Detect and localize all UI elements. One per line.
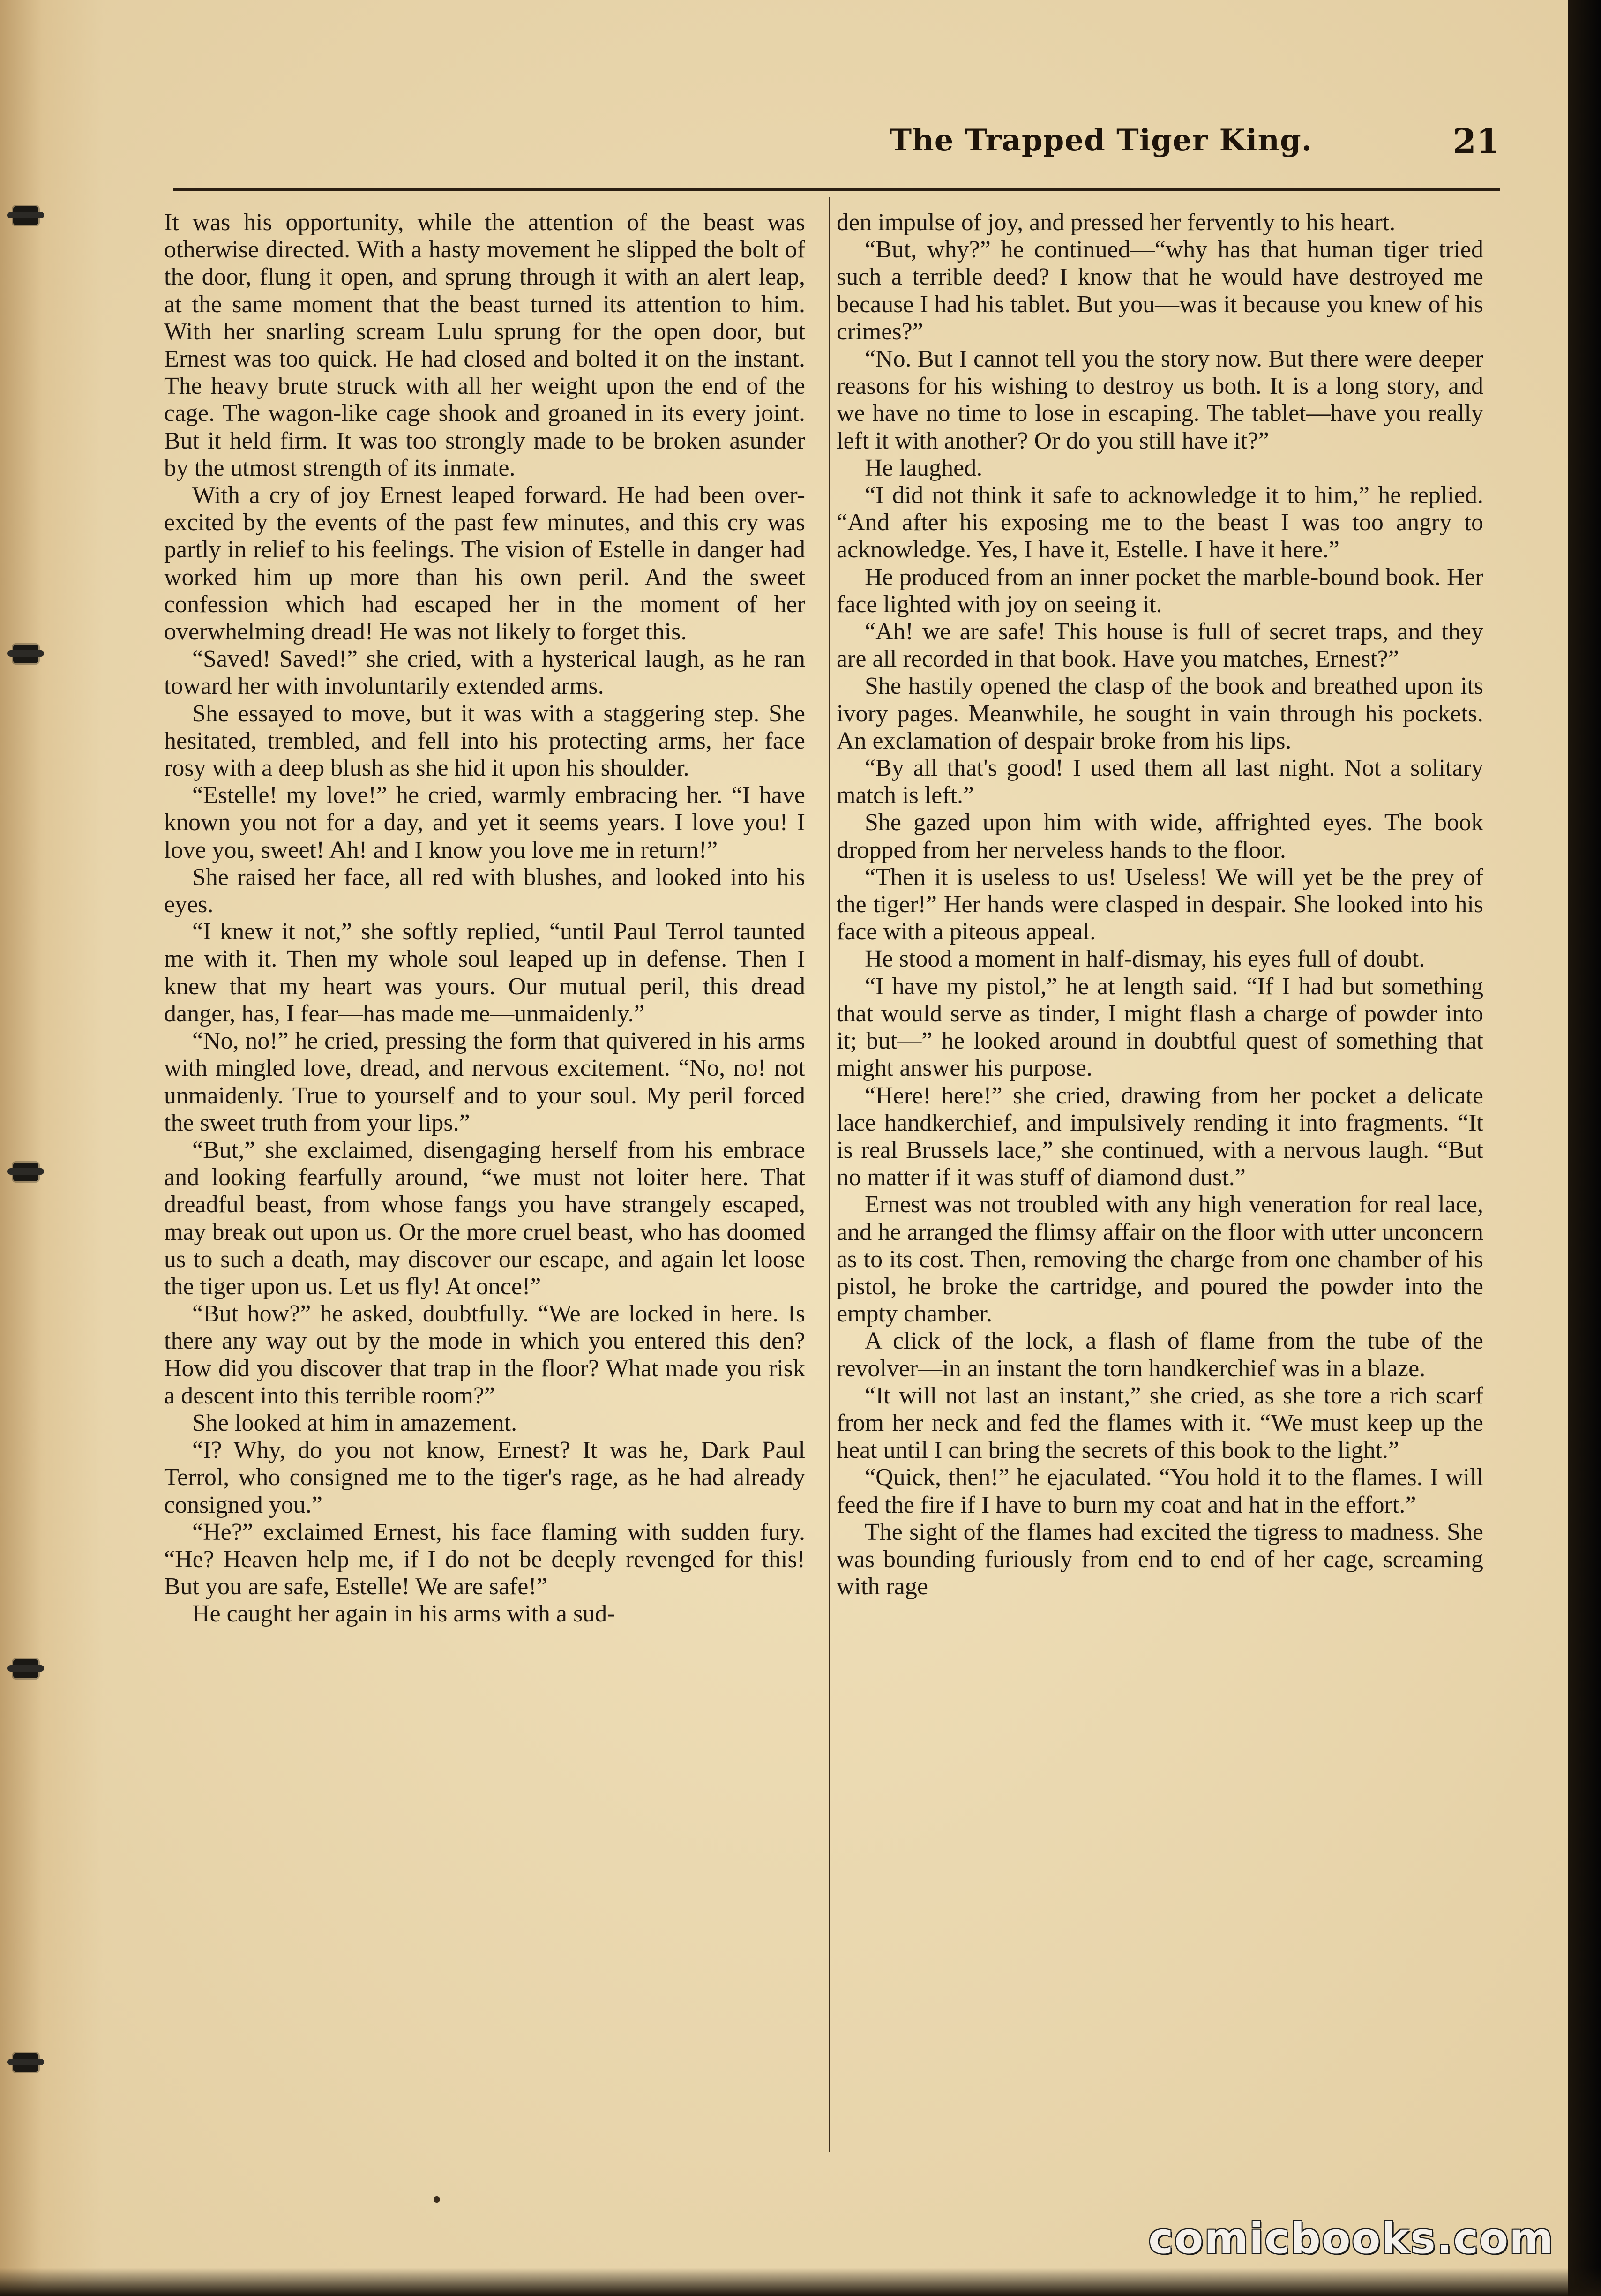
paragraph: “But how?” he asked, doubtfully. “We are locked in here. Is there any way out by the mode in which you entered this den? How did you discover that trap in the floor? What made you risk a descent into this terrible room?” (164, 1300, 805, 1409)
paragraph: “Saved! Saved!” she cried, with a hysterical laugh, as he ran toward her with involuntarily extended arms. (164, 645, 805, 700)
paragraph: “Here! here!” she cried, drawing from her pocket a delicate lace handkerchief, and impulsively rending it into fragments. “It is real Brussels lace,” she continued, with a nervous laugh. “But no matter if it was stuff of diamond dust.” (837, 1082, 1483, 1191)
paragraph: He caught her again in his arms with a sud- (192, 1600, 615, 1628)
paragraph: “He?” exclaimed Ernest, his face flaming with sudden fury. “He? Heaven help me, if I do not be deeply revenged for this! But you are safe, Estelle! We are safe!” (164, 1518, 805, 1600)
paragraph: She looked at him in amazement. (192, 1409, 517, 1436)
paragraph: It was his opportunity, while the attention of the beast was otherwise directed. With a hasty movement he slipped the bolt of the door, flung it open, and sprung through it with an alert leap, at the same moment that the beast turned its attention to him. With her snarling scream Lulu sprung for the open door, but Ernest was too quick. He had closed and bolted it on the instant. The heavy brute struck with all her weight upon the end of the cage. The wagon-like cage shook and groaned in its every joint. But it held firm. It was too strongly made to be broken asunder by the utmost strength of its inmate. (164, 209, 805, 481)
page-number: 21 (1452, 121, 1500, 161)
paragraph: He produced from an inner pocket the marble-bound book. Her face lighted with joy on seeing it. (837, 563, 1483, 618)
paragraph: She raised her face, all red with blushes, and looked into his eyes. (164, 863, 805, 918)
paragraph: The sight of the flames had excited the tigress to madness. She was bounding furiously from end to end of her cage, screaming with rage (837, 1518, 1483, 1600)
paragraph: “No, no!” he cried, pressing the form that quivered in his arms with mingled love, dread, and nervous excitement. “No, no! not unmaidenly. True to yourself and to your soul. My peril forced the sweet truth from your lips.” (164, 1028, 805, 1136)
paragraph: “I have my pistol,” he at length said. “If I had but something that would serve as tinder, I might flash a charge of powder into it; but—” he looked around in doubtful quest of something that might answer his purpose. (837, 973, 1483, 1082)
watermark: comicbooks.com (1148, 2214, 1554, 2263)
paragraph: She gazed upon him with wide, affrighted eyes. The book dropped from her nerveless hands to the floor. (837, 809, 1483, 863)
header-rule (173, 188, 1500, 191)
left-column (164, 209, 805, 2173)
paragraph: She hastily opened the clasp of the book and breathed upon its ivory pages. Meanwhile, he sought in vain through his pockets. An exclamation of despair broke from his lips. (837, 673, 1483, 754)
binding-stitch (13, 645, 38, 663)
binding-stitch (13, 2053, 38, 2072)
printer-mark (434, 2196, 440, 2203)
paragraph: With a cry of joy Ernest leaped forward. He had been over-excited by the events of the past few minutes, and this cry was partly in relief to his feelings. The vision of Estelle in danger had worked him up more than his own peril. And the sweet confession which had escaped her in the moment of her overwhelming dread! He was not likely to forget this. (164, 482, 805, 645)
column-divider (829, 197, 830, 2152)
right-column (837, 209, 1483, 2173)
binding-stitch (13, 1163, 38, 1181)
paragraph: “No. But I cannot tell you the story now. But there were deeper reasons for his wishing to destroy us both. It is a long story, and we have no time to lose in escaping. The tablet—have you really left it with another? Or do you still have it?” (837, 345, 1483, 454)
paragraph: “By all that's good! I used them all last night. Not a solitary match is left.” (837, 755, 1483, 809)
paragraph: She essayed to move, but it was with a staggering step. She hesitated, trembled, and fell into his protecting arms, her face rosy with a deep blush as she hid it upon his shoulder. (164, 700, 805, 782)
paragraph: “But,” she exclaimed, disengaging herself from his embrace and looking fearfully around, “we must not loiter here. That dreadful beast, from whose fangs you have strangely escaped, may break out upon us. Or the more cruel beast, who has doomed us to such a death, may discover our escape, and again let loose the tiger upon us. Let us fly! At once!” (164, 1136, 805, 1300)
page-header (173, 123, 1500, 174)
binding-stitch (13, 1659, 38, 1678)
paragraph: “Then it is useless to us! Useless! We will yet be the prey of the tiger!” Her hands were clasped in despair. She looked into his face with a piteous appeal. (837, 863, 1483, 945)
paragraph: He stood a moment in half-dismay, his eyes full of doubt. (865, 945, 1425, 973)
paragraph: “I knew it not,” she softly replied, “until Paul Terrol taunted me with it. Then my whole soul leaped up in defense. Then I knew that my heart was yours. Our mutual peril, this dread danger, has, I fear—has made me—unmaidenly.” (164, 918, 805, 1027)
page-bottom-shadow (0, 2268, 1601, 2296)
paragraph: “But, why?” he continued—“why has that human tiger tried such a terrible deed? I know that he would have destroyed me because I had his tablet. But you—was it because you knew of his crimes?” (837, 236, 1483, 345)
binding-stitch (13, 206, 38, 225)
running-title: The Trapped Tiger King. (889, 123, 1312, 158)
paragraph: “It will not last an instant,” she cried, as she tore a rich scarf from her neck and fed the flames with it. “We must keep up the heat until I can bring the secrets of this book to the light.” (837, 1382, 1483, 1464)
page-edge-shadow (1568, 0, 1601, 2296)
paragraph: “I? Why, do you not know, Ernest? It was he, Dark Paul Terrol, who consigned me to the tiger's rage, as he had already consigned you.” (164, 1437, 805, 1518)
paragraph: den impulse of joy, and pressed her fervently to his heart. (837, 209, 1396, 236)
paragraph: He laughed. (865, 454, 983, 481)
paragraph: “Estelle! my love!” he cried, warmly embracing her. “I have known you not for a day, and yet it seems years. I love you! I love you, sweet! Ah! and I know you love me in return!” (164, 782, 805, 863)
paragraph: Ernest was not troubled with any high veneration for real lace, and he arranged the flimsy affair on the floor with utter unconcern as to its cost. Then, removing the charge from one chamber of his pistol, he broke the cartridge, and poured the powder into the empty chamber. (837, 1191, 1483, 1328)
paragraph: “I did not think it safe to acknowledge it to him,” he replied. “And after his exposing me to the beast I was too angry to acknowledge. Yes, I have it, Estelle. I have it here.” (837, 482, 1483, 563)
paragraph: “Quick, then!” he ejaculated. “You hold it to the flames. I will feed the fire if I have to burn my coat and hat in the effort.” (837, 1464, 1483, 1518)
paragraph: “Ah! we are safe! This house is full of secret traps, and they are all recorded in that book. Have you matches, Ernest?” (837, 618, 1483, 673)
paragraph: A click of the lock, a flash of flame from the tube of the revolver—in an instant the torn handkerchief was in a blaze. (837, 1328, 1483, 1382)
